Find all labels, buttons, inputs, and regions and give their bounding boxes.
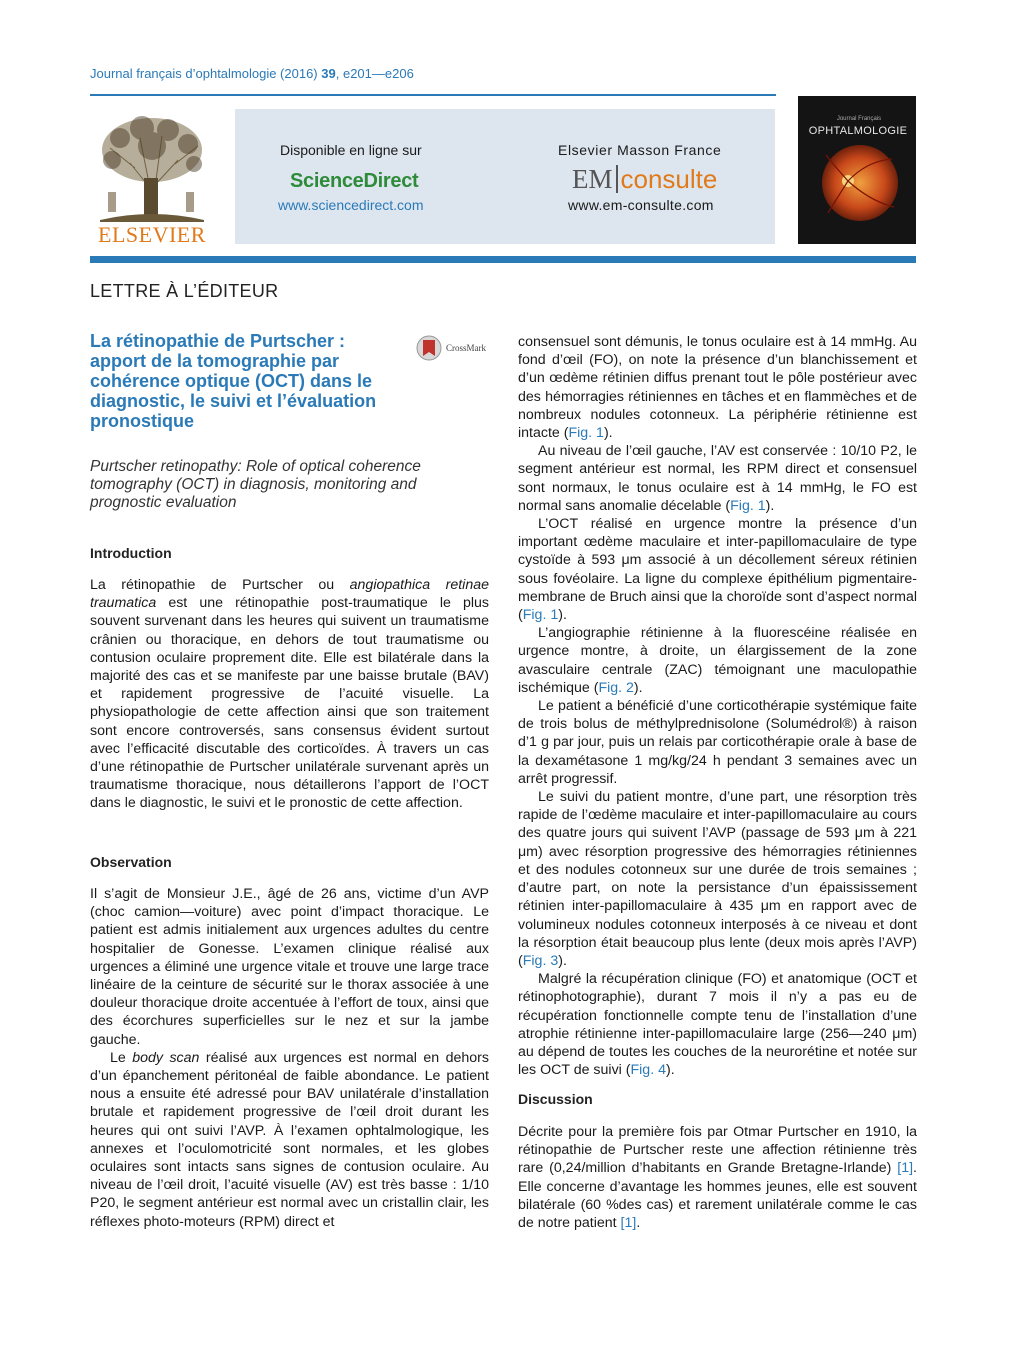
paragraph: Le body scan réalisé aux urgences est normal en dehors d’un épanchement péritonéal de faible abondance. Le patient nous a ensuite été adressé pour BAV unilatérale d’installation brutale et rapidement progressive de l’œil droit durant les heures qui ont suivi l’AVP. À l’examen ophtalmologique, les annexes et l’oculomotricité sont normales, et les globes oculaires sont intacts sans signes de contusion oculaire. Au niveau de l’œil droit, l’acuité visuelle (AV) est très basse : 1/10 P20, le segment antérieur est normal avec un cristallin clair, les réflexes photo-moteurs (RPM) direct et — [90, 1049, 489, 1230]
emconsulte-link[interactable]: www.em-consulte.com — [568, 197, 714, 213]
journal-citation — [90, 66, 414, 81]
emconsulte-em: EM — [572, 164, 613, 194]
emconsulte-consulte: consulte — [620, 164, 718, 194]
figure-link[interactable]: Fig. 3 — [522, 952, 559, 969]
paragraph: consensuel sont démunis, le tonus oculaire est à 14 mmHg. Au fond d’œil (FO), on note la présence d’un blanchissement et d’un œdème rétinien diffus prenant tout le pôle postérieur avec des hémorragies rétiniennes en tâches et en flammèches et de nombreux nodules cotonneux. La périphérie rétinienne est intacte (Fig. 1). — [518, 334, 917, 442]
paragraph: La rétinopathie de Purtscher ou angiopathica retinae traumatica est une rétinopathie post-traumatique le plus souvent survenant dans les heures qui suivent un traumatisme crânien ou thoracique, en dehors de tout traumatisme ou contusion oculaire proprement dite. Elle est bilatérale dans la majorité des cas et se manifeste par une baisse brutale (BAV) et rapidement progressive de l’acuité visuelle. La physiopathologie de cette affection ainsi que son traitement sont encore controversés, sans consensus évident surtout avec l’efficacité discutable des corticoïdes. À travers un cas d’une rétinopathie de Purtscher unilatérale survenant après un traumatisme thoracique, nous détaillerons l’apport de l’OCT dans le diagnostic, le suivi et le pronostic de cette affection. — [90, 577, 489, 812]
paragraph: Il s’agit de Monsieur J.E., âgé de 26 ans, victime d’un AVP (choc camion—voiture) avec point d’impact thoracique. Le patient est admis initialement aux urgences adultes du centre hospitalier de Gonesse. L’examen clinique réalisé aux urgences a éliminé une urgence vitale et trouve une large trace linéaire de la ceinture de sécurité sur le thorax associée à une douleur thoracique droite accentuée à l’effort de toux, ainsi que des écorchures superficielles sur le nez et sur la jambe gauche. — [90, 886, 489, 1048]
paragraph: Le suivi du patient montre, d’une part, une résorption très rapide de l’œdème maculaire et inter-papillomaculaire au cours des quatre jours qui suivent l’AVP (passage de 593 μm à 221 μm) avec résorption progressive des hémorragies rétiniennes et des nodules cotonneux sur une durée de trois semaines ; d’autre part, on note la persistance d’un épaississement rétinien inter-papillomaculaire à 435 μm en rapport avec de volumineux nodules cotonneux interposés à ce niveau et dont la résorption était beaucoup plus lente (deux mois après l’AVP) (Fig. 3). — [518, 789, 917, 969]
observation-body — [90, 885, 489, 1231]
introduction-body — [90, 576, 489, 813]
heading-discussion: Discussion — [518, 1091, 593, 1107]
paragraph: Malgré la récupération clinique (FO) et anatomique (OCT et rétinophotographie), durant 7 mois il n’y a pas eu de récupération fonctionnelle compte tenu de l’installation d’une atrophie rétinienne inter-papillomaculaire large (256—240 μm) au dépend de toutes les couches de la neurorétine et notée sur les OCT de suivi (Fig. 4). — [518, 971, 917, 1079]
journal-volume: 39 — [321, 66, 336, 81]
figure-link[interactable]: Fig. 4 — [630, 1062, 666, 1079]
emconsulte-logo — [572, 164, 717, 195]
paragraph: L’OCT réalisé en urgence montre la présence d’un important œdème maculaire et inter-papillomaculaire de type cystoïde à 593 μm associé à un décollement séreux rétinien sous fovéolaire. La ligne du complexe épithélium pigmentaire-membrane de Bruch ainsi que la choroïde sont d’aspect normal (Fig. 1). — [518, 516, 917, 624]
cover-subtitle: Journal Français — [836, 116, 882, 122]
cover-title: OPHTALMOLOGIE — [808, 125, 908, 137]
paragraph: L’angiographie rétinienne à la fluorescéine réalisée en urgence montre, à droite, un élargissement de la zone avasculaire centrale (ZAC) témoignant une maculopathie ischémique (Fig. 2). — [518, 625, 917, 696]
sciencedirect-link[interactable]: www.sciencedirect.com — [278, 197, 424, 213]
crossmark-label: CrossMark — [446, 343, 486, 353]
header-rule — [90, 94, 776, 96]
discussion-body — [518, 1123, 917, 1232]
journal-name: Journal français d’ophtalmologie (2016) — [90, 66, 318, 81]
paragraph: Au niveau de l’œil gauche, l’AV est conservée : 10/10 P2, le segment antérieur est normal, les RPM direct et consensuel sont normaux, le tonus oculaire est à 14 mmHg, le FO est normal sans anomalie décelable (Fig. 1). — [518, 443, 917, 514]
cover-fundus-image — [812, 141, 908, 223]
heading-observation: Observation — [90, 854, 172, 870]
elsevier-wordmark: ELSEVIER — [98, 222, 206, 247]
journal-pages: , e201—e206 — [335, 66, 414, 81]
heading-introduction: Introduction — [90, 545, 172, 561]
reference-link[interactable]: [1] — [897, 1160, 914, 1177]
figure-link[interactable]: Fig. 1 — [522, 607, 559, 624]
right-column-body — [518, 333, 917, 1079]
article-type: LETTRE À L’ÉDITEUR — [90, 281, 279, 301]
paragraph: Décrite pour la première fois par Otmar Purtscher en 1910, la rétinopathie de Purtscher reste une affection rétinienne très rare (0,24/million d’habitants en Grande Bretagne-Irlande) [1]. Elle concerne d’avantage les hommes jeunes, elle est souvent bilatérale (60 %des cas) et rarement unilatérale comme le cas de notre patient [1]. — [518, 1124, 917, 1232]
reference-link[interactable]: [1] — [620, 1215, 637, 1232]
sciencedirect-logo: ScienceDirect — [290, 170, 419, 192]
paragraph: Le patient a bénéficié d’une corticothérapie systémique faite de trois bolus de méthylprednisolone (Solumédrol®) à raison d’1 g par jour, puis un relais par corticothérapie orale à base de la dexamétasone 1 mg/kg/24 h pendant 3 semaines avec un arrêt progressif. — [518, 698, 917, 787]
article-title-en: Purtscher retinopathy: Role of optical coherence tomography (OCT) in diagnosis, monitoring and prognostic evaluation — [90, 458, 421, 511]
available-online-label: Disponible en ligne sur — [280, 142, 422, 158]
publisher-name: Elsevier Masson France — [558, 142, 722, 158]
article-title-fr: La rétinopathie de Purtscher : apport de la tomographie par cohérence optique (OCT) dans le diagnostic, le suivi et l’évaluation pronostique — [90, 331, 377, 431]
figure-link[interactable]: Fig. 2 — [598, 679, 634, 696]
figure-link[interactable]: Fig. 1 — [568, 425, 604, 442]
section-rule — [90, 256, 916, 263]
figure-link[interactable]: Fig. 1 — [730, 497, 766, 514]
